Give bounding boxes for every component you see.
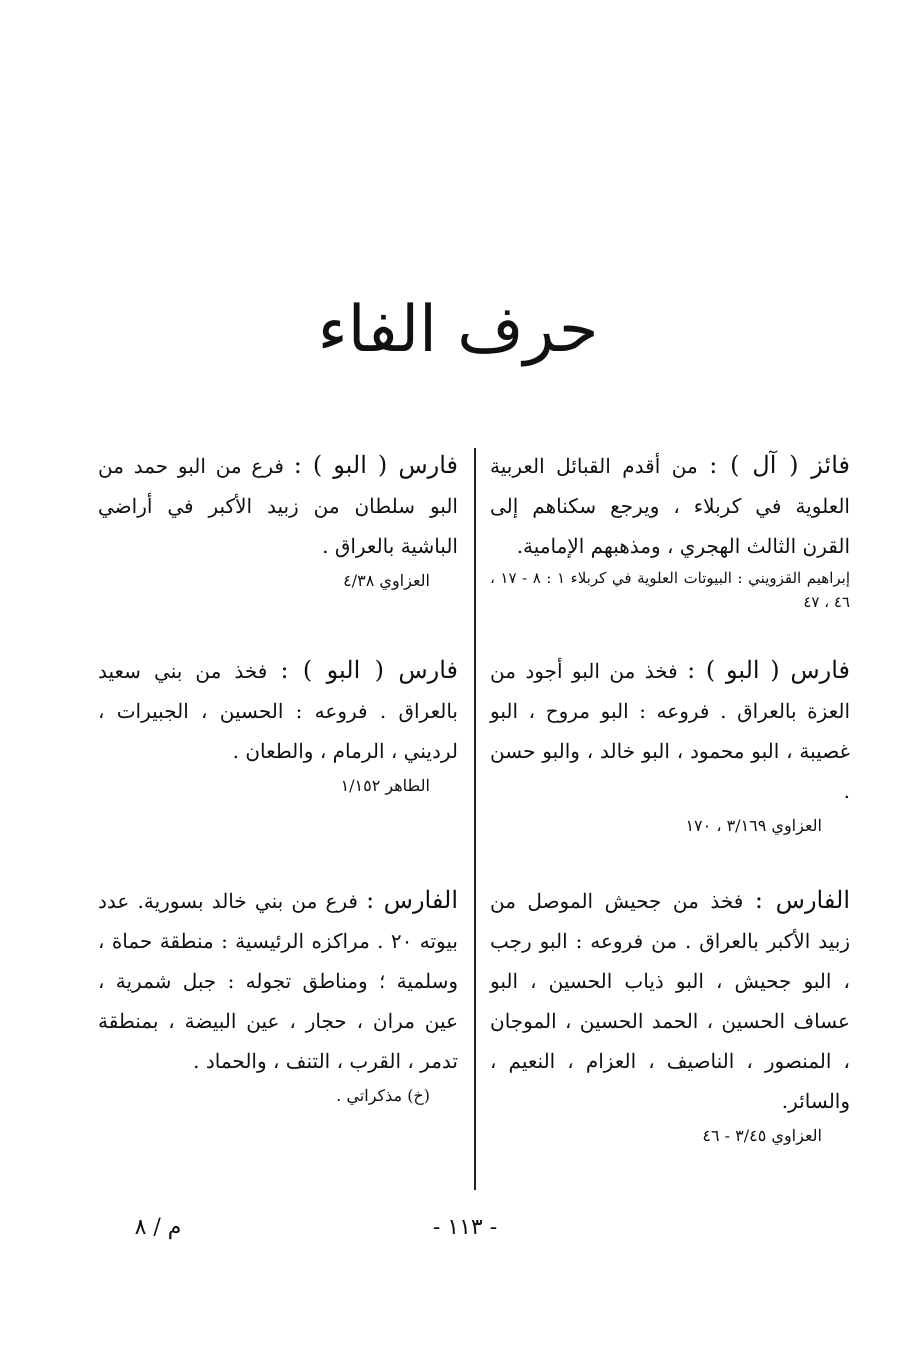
entry-body [98, 445, 458, 566]
entry [490, 650, 850, 880]
entry-text: فخذ من البو أجود من العزة بالعراق . فروعه : البو مروح ، البو غصيبة ، البو محمود ، البو خالد ، والبو حسن . [490, 659, 850, 803]
entry-headword: الفارس : [754, 886, 850, 914]
entry [98, 650, 458, 880]
entry [490, 880, 850, 1151]
entry-text: فخذ من بني سعيد بالعراق . فروعه : الحسين ، الجبيرات ، لرديني ، الرمام ، والطعان . [98, 659, 458, 763]
entry-text: من أقدم القبائل العربية العلوية في كربلاء ، ويرجع سكناهم إلى القرن الثالث الهجري ، ومذهبهم الإمامية. [490, 454, 850, 558]
column-divider [474, 448, 476, 1190]
entry-reference: (خ) مذكراتي . [336, 1086, 430, 1105]
right-column [490, 445, 850, 1151]
entry-headword: الفارس : [366, 886, 458, 914]
entry [98, 880, 458, 1111]
entry-reference: الطاهر ١/١٥٢ [340, 776, 430, 795]
entry-body [98, 880, 458, 1081]
entry-body [490, 445, 850, 566]
entry-headword: فارس ( البو ) : [280, 656, 458, 684]
entry-text: فخذ من جحيش الموصل من زبيد الأكبر بالعراق . من فروعه : البو رجب ، البو جحيش ، البو ذياب الحسين ، البو عساف الحسين ، الحمد الحسين ، الموجان ، المنصور ، الناصيف ، العزام ، النعيم ، والسائر. [490, 889, 850, 1113]
page-number: - ١١٣ - [432, 1215, 498, 1240]
entry-reference: العزاوي ٤/٣٨ [343, 571, 430, 590]
left-column [98, 445, 458, 1111]
entry-headword: فارس ( البو ) : [293, 451, 458, 479]
entry-reference: العزاوي ٣/١٦٩ ، ١٧٠ [685, 816, 822, 835]
entry-body [98, 650, 458, 771]
entry-headword: فارس ( البو ) : [687, 656, 850, 684]
section-heading: حرف الفاء [317, 293, 599, 367]
entry-text: فرع من البو حمد من البو سلطان من زبيد الأكبر في أراضي الباشية بالعراق . [98, 454, 458, 558]
entry-text: فرع من بني خالد بسورية. عدد بيوته ٢٠ . مراكزه الرئيسية : منطقة حماة ، وسلمية ؛ ومناطق تجوله : جبل شمرية ، عين مران ، حجار ، عين البيضة ، بمنطقة تدمر ، القرب ، التنف ، والحماد . [98, 889, 458, 1073]
signature-mark: م / ٨ [134, 1215, 182, 1240]
entry [98, 445, 458, 650]
entry-body [490, 880, 850, 1121]
entry-headword: فائز ( آل ) : [709, 451, 850, 479]
entry-body [490, 650, 850, 811]
entry-reference: إبراهيم القزويني : البيوتات العلوية في كربلاء ١ : ٨ - ١٧ ، ٤٦ ، ٤٧ [490, 569, 851, 611]
entry-reference: العزاوي ٣/٤٥ - ٤٦ [702, 1126, 822, 1145]
entry [490, 445, 850, 650]
